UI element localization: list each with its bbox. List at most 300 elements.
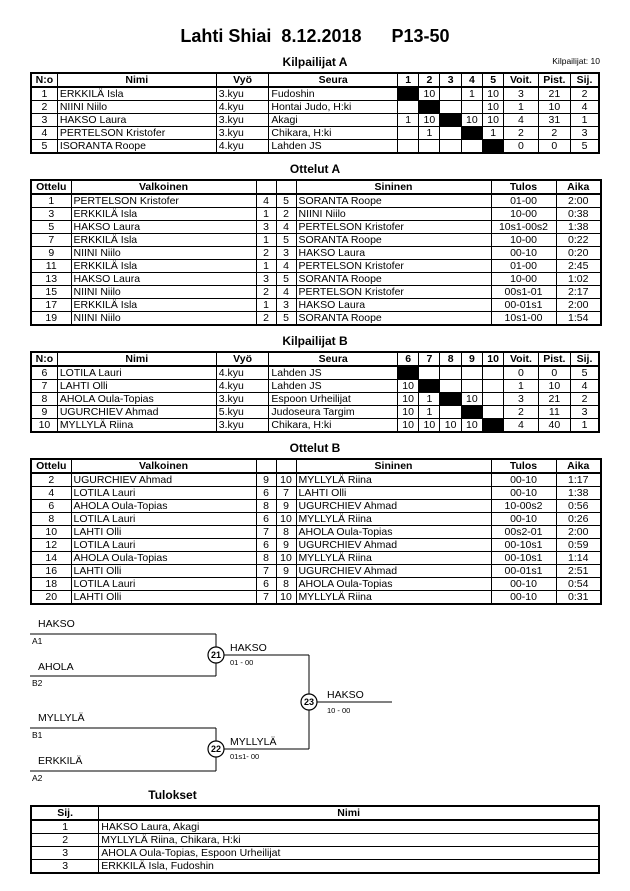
table-cell: ERKKILÄ Isla bbox=[71, 234, 256, 247]
column-header bbox=[256, 180, 276, 194]
table-cell: NIINI Niilo bbox=[296, 208, 491, 221]
table-cell: 2:00 bbox=[556, 299, 601, 312]
table-row bbox=[31, 312, 601, 326]
table-cell bbox=[397, 366, 418, 380]
table-cell: 1 bbox=[256, 234, 276, 247]
table-row bbox=[31, 860, 599, 874]
column-header bbox=[276, 459, 296, 473]
table-cell: Lahden JS bbox=[269, 366, 398, 380]
table-cell bbox=[461, 127, 482, 140]
table-cell: 00-10 bbox=[491, 513, 556, 526]
table-cell bbox=[482, 393, 503, 406]
table-cell: SORANTA Roope bbox=[296, 312, 491, 326]
table-cell: 3 bbox=[276, 299, 296, 312]
table-cell: 10 bbox=[461, 419, 482, 433]
table-cell bbox=[461, 140, 482, 154]
table-cell: MYLLYLÄ Riina bbox=[296, 513, 491, 526]
table-cell: 10 bbox=[482, 101, 503, 114]
table-cell: 00-10 bbox=[491, 473, 556, 487]
table-cell: AHOLA Oula-Topias bbox=[57, 393, 216, 406]
table-cell: 5 bbox=[276, 273, 296, 286]
table-cell: 2 bbox=[256, 286, 276, 299]
table-cell: 1 bbox=[571, 114, 599, 127]
table-cell: 0:20 bbox=[556, 247, 601, 260]
table-cell: 6 bbox=[256, 578, 276, 591]
table-cell: 10 bbox=[397, 419, 418, 433]
table-row bbox=[31, 578, 601, 591]
table-cell: Espoon Urheilijat bbox=[269, 393, 398, 406]
table-cell: 2 bbox=[31, 834, 99, 847]
table-cell: UGURCHIEV Ahmad bbox=[57, 406, 216, 419]
table-cell bbox=[397, 140, 418, 154]
table-cell: 1 bbox=[256, 208, 276, 221]
table-cell: 6 bbox=[256, 539, 276, 552]
table-cell: 10 bbox=[276, 473, 296, 487]
table-cell: 10 bbox=[419, 419, 440, 433]
table-cell: 7 bbox=[256, 565, 276, 578]
column-header: Vyö bbox=[216, 73, 269, 87]
table-cell: 1 bbox=[504, 380, 538, 393]
table-cell: 5 bbox=[276, 234, 296, 247]
table-cell: 4 bbox=[256, 194, 276, 208]
column-header: Ottelu bbox=[31, 180, 71, 194]
table-cell: 00-10 bbox=[491, 591, 556, 605]
table-cell: 1:38 bbox=[556, 221, 601, 234]
table-cell: 7 bbox=[31, 234, 71, 247]
table-cell: 13 bbox=[31, 273, 71, 286]
table-cell: 17 bbox=[31, 299, 71, 312]
table-cell: 31 bbox=[538, 114, 570, 127]
table-cell: 10s1-00s2 bbox=[491, 221, 556, 234]
ottelut-b-heading bbox=[30, 441, 600, 455]
table-cell: LOTILA Lauri bbox=[57, 366, 216, 380]
table-cell: 5 bbox=[31, 140, 57, 154]
table-cell bbox=[482, 366, 503, 380]
table-cell: 15 bbox=[31, 286, 71, 299]
table-row bbox=[31, 419, 599, 433]
table-cell: 3.kyu bbox=[216, 393, 269, 406]
table-cell: HAKSO Laura bbox=[57, 114, 216, 127]
ottelut-a-title: Ottelut A bbox=[289, 162, 341, 176]
table-cell: Chikara, H:ki bbox=[269, 419, 398, 433]
table-cell: 8 bbox=[276, 526, 296, 539]
table-cell: 10-00 bbox=[491, 234, 556, 247]
table-cell: 10 bbox=[461, 114, 482, 127]
table-cell: 3 bbox=[31, 114, 57, 127]
table-cell: 01-00 bbox=[491, 260, 556, 273]
table-cell: 00-10 bbox=[491, 578, 556, 591]
table-row bbox=[31, 101, 599, 114]
table-row bbox=[31, 526, 601, 539]
table-cell: 10-00 bbox=[491, 273, 556, 286]
column-header: Vyö bbox=[216, 352, 269, 366]
table-cell: 8 bbox=[31, 393, 57, 406]
table-cell: 1 bbox=[31, 194, 71, 208]
ottelut-b-table bbox=[30, 458, 602, 605]
table-cell: 3 bbox=[256, 273, 276, 286]
table-cell: 0:22 bbox=[556, 234, 601, 247]
table-row bbox=[31, 591, 601, 605]
final-match-number: 23 bbox=[303, 697, 315, 707]
table-row bbox=[31, 847, 599, 860]
table-cell: 4 bbox=[31, 487, 71, 500]
table-cell: 8 bbox=[31, 513, 71, 526]
column-header: 8 bbox=[440, 352, 461, 366]
column-header: Tulos bbox=[491, 459, 556, 473]
table-row bbox=[31, 247, 601, 260]
table-cell: HAKSO Laura bbox=[296, 299, 491, 312]
table-cell: 0:54 bbox=[556, 578, 601, 591]
table-cell: 16 bbox=[31, 565, 71, 578]
table-row bbox=[31, 380, 599, 393]
page-title: Lahti Shiai 8.12.2018 P13-50 bbox=[180, 26, 450, 46]
column-header: Ottelu bbox=[31, 459, 71, 473]
table-cell: 0:59 bbox=[556, 539, 601, 552]
table-cell: HAKSO Laura, Akagi bbox=[99, 820, 599, 834]
final-winner: HAKSO bbox=[327, 689, 364, 701]
table-cell: ERKKILÄ Isla, Fudoshin bbox=[99, 860, 599, 874]
table-cell: 10 bbox=[538, 101, 570, 114]
table-cell: 21 bbox=[538, 393, 570, 406]
table-cell: AHOLA Oula-Topias bbox=[71, 500, 256, 513]
table-row bbox=[31, 140, 599, 154]
table-row bbox=[31, 194, 601, 208]
column-header: 2 bbox=[419, 73, 440, 87]
table-cell: HAKSO Laura bbox=[296, 247, 491, 260]
table-cell: 20 bbox=[31, 591, 71, 605]
table-cell: LAHTI Olli bbox=[71, 591, 256, 605]
table-cell: Fudoshin bbox=[269, 87, 398, 101]
table-cell: Chikara, H:ki bbox=[269, 127, 398, 140]
sf2-match-number: 22 bbox=[210, 744, 222, 754]
column-header: 1 bbox=[397, 73, 418, 87]
tulokset-table bbox=[30, 805, 600, 874]
column-header: Pist. bbox=[538, 73, 570, 87]
table-cell: HAKSO Laura bbox=[71, 221, 256, 234]
column-header: Voit. bbox=[504, 352, 538, 366]
table-row bbox=[31, 221, 601, 234]
table-row bbox=[31, 366, 599, 380]
table-cell: 1:14 bbox=[556, 552, 601, 565]
table-cell: PERTELSON Kristofer bbox=[71, 194, 256, 208]
table-cell: 14 bbox=[31, 552, 71, 565]
table-cell: 9 bbox=[256, 473, 276, 487]
table-cell: 1 bbox=[256, 260, 276, 273]
column-header: 9 bbox=[461, 352, 482, 366]
table-cell: 21 bbox=[538, 87, 570, 101]
table-cell: AHOLA Oula-Topias, Espoon Urheilijat bbox=[99, 847, 599, 860]
kilpailijat-b-table bbox=[30, 351, 600, 433]
table-cell: 4 bbox=[571, 101, 599, 114]
table-cell: PERTELSON Kristofer bbox=[296, 221, 491, 234]
table-cell: 4.kyu bbox=[216, 101, 269, 114]
table-cell: 2 bbox=[256, 312, 276, 326]
table-cell bbox=[440, 101, 461, 114]
column-header: Nimi bbox=[57, 352, 216, 366]
table-cell: 9 bbox=[276, 565, 296, 578]
column-header: 10 bbox=[482, 352, 503, 366]
table-cell bbox=[482, 140, 503, 154]
column-header: Sij. bbox=[571, 73, 599, 87]
table-cell: 3 bbox=[504, 393, 538, 406]
table-cell: UGURCHIEV Ahmad bbox=[296, 565, 491, 578]
table-cell: 00-10s1 bbox=[491, 539, 556, 552]
column-header: 5 bbox=[482, 73, 503, 87]
table-cell: 3 bbox=[571, 127, 599, 140]
column-header bbox=[276, 180, 296, 194]
table-cell: 10 bbox=[440, 419, 461, 433]
table-cell: 9 bbox=[276, 539, 296, 552]
table-cell: 2:00 bbox=[556, 194, 601, 208]
table-cell: LAHTI Olli bbox=[71, 565, 256, 578]
table-cell: 2:00 bbox=[556, 526, 601, 539]
header-row bbox=[31, 180, 601, 194]
column-header: Tulos bbox=[491, 180, 556, 194]
table-cell bbox=[419, 366, 440, 380]
table-cell: 3 bbox=[31, 860, 99, 874]
table-cell: AHOLA Oula-Topias bbox=[71, 552, 256, 565]
table-cell: LOTILA Lauri bbox=[71, 578, 256, 591]
table-cell: MYLLYLÄ Riina bbox=[57, 419, 216, 433]
table-cell: 01-00 bbox=[491, 194, 556, 208]
sf1-top-name: HAKSO bbox=[38, 618, 75, 630]
table-cell: LOTILA Lauri bbox=[71, 539, 256, 552]
table-cell: 4.kyu bbox=[216, 380, 269, 393]
table-cell: AHOLA Oula-Topias bbox=[296, 526, 491, 539]
table-cell: Akagi bbox=[269, 114, 398, 127]
table-cell: PERTELSON Kristofer bbox=[57, 127, 216, 140]
table-row bbox=[31, 114, 599, 127]
column-header: N:o bbox=[31, 73, 57, 87]
sf1-top-seed: A1 bbox=[32, 636, 43, 646]
table-cell: 00s2-01 bbox=[491, 526, 556, 539]
column-header: Sij. bbox=[571, 352, 599, 366]
table-cell: 3 bbox=[571, 406, 599, 419]
table-row bbox=[31, 552, 601, 565]
table-cell: 12 bbox=[31, 539, 71, 552]
table-cell: NIINI Niilo bbox=[71, 247, 256, 260]
table-cell bbox=[482, 419, 503, 433]
table-cell: 18 bbox=[31, 578, 71, 591]
table-row bbox=[31, 260, 601, 273]
column-header: Valkoinen bbox=[71, 459, 256, 473]
table-cell: 7 bbox=[256, 526, 276, 539]
table-cell bbox=[397, 127, 418, 140]
table-cell: 00s1-01 bbox=[491, 286, 556, 299]
table-cell: MYLLYLÄ Riina bbox=[296, 473, 491, 487]
table-cell: 3.kyu bbox=[216, 87, 269, 101]
table-cell bbox=[461, 101, 482, 114]
table-cell: 00-10 bbox=[491, 247, 556, 260]
table-cell bbox=[461, 380, 482, 393]
header-row bbox=[31, 806, 599, 820]
table-cell bbox=[440, 406, 461, 419]
column-header: Sininen bbox=[296, 180, 491, 194]
table-cell: NIINI Niilo bbox=[71, 312, 256, 326]
column-header: Nimi bbox=[57, 73, 216, 87]
table-cell: 1 bbox=[461, 87, 482, 101]
column-header: Seura bbox=[269, 73, 398, 87]
table-row bbox=[31, 834, 599, 847]
table-cell: SORANTA Roope bbox=[296, 234, 491, 247]
table-cell: SORANTA Roope bbox=[296, 273, 491, 286]
table-cell: MYLLYLÄ Riina bbox=[296, 552, 491, 565]
table-cell: 0 bbox=[538, 140, 570, 154]
table-cell: 4 bbox=[504, 419, 538, 433]
table-cell: 5 bbox=[276, 312, 296, 326]
table-cell: 10 bbox=[31, 419, 57, 433]
table-cell: 1:54 bbox=[556, 312, 601, 326]
table-cell: MYLLYLÄ Riina, Chikara, H:ki bbox=[99, 834, 599, 847]
table-cell: ISORANTA Roope bbox=[57, 140, 216, 154]
table-cell: 2 bbox=[31, 473, 71, 487]
table-cell: 7 bbox=[31, 380, 57, 393]
table-cell: 00-10 bbox=[491, 487, 556, 500]
table-row bbox=[31, 565, 601, 578]
column-header: N:o bbox=[31, 352, 57, 366]
column-header: Nimi bbox=[99, 806, 599, 820]
table-cell: 1 bbox=[419, 406, 440, 419]
table-cell: SORANTA Roope bbox=[296, 194, 491, 208]
table-cell: 10 bbox=[538, 380, 570, 393]
table-cell: 10 bbox=[419, 114, 440, 127]
table-cell: 5 bbox=[571, 366, 599, 380]
kilpailijat-a-table bbox=[30, 72, 600, 154]
table-cell: 5 bbox=[276, 194, 296, 208]
sf2-bottom-name: ERKKILÄ bbox=[38, 755, 83, 767]
table-cell: 1:38 bbox=[556, 487, 601, 500]
table-cell: 4 bbox=[571, 380, 599, 393]
table-row bbox=[31, 500, 601, 513]
tulokset-title: Tulokset bbox=[148, 788, 197, 802]
column-header: 3 bbox=[440, 73, 461, 87]
table-cell: 9 bbox=[31, 406, 57, 419]
table-cell: 1:02 bbox=[556, 273, 601, 286]
kilpailijat-b-title: Kilpailijat B bbox=[282, 334, 348, 348]
table-cell: 3 bbox=[504, 87, 538, 101]
table-cell: 2 bbox=[538, 127, 570, 140]
table-cell: LAHTI Olli bbox=[296, 487, 491, 500]
table-cell: 4 bbox=[31, 127, 57, 140]
table-row bbox=[31, 286, 601, 299]
table-cell: 5 bbox=[31, 221, 71, 234]
table-cell: HAKSO Laura bbox=[71, 273, 256, 286]
kilpailijat-a-title: Kilpailijat A bbox=[282, 55, 348, 69]
table-cell: 2 bbox=[571, 87, 599, 101]
sf2-top-seed: B1 bbox=[32, 730, 43, 740]
sf1-winner: HAKSO bbox=[230, 642, 267, 654]
table-row bbox=[31, 513, 601, 526]
table-cell: 6 bbox=[256, 487, 276, 500]
table-cell: 8 bbox=[256, 500, 276, 513]
table-cell bbox=[397, 87, 418, 101]
ottelut-b-title: Ottelut B bbox=[289, 441, 341, 455]
ottelut-a-heading bbox=[30, 162, 600, 176]
table-cell: 3 bbox=[31, 208, 71, 221]
table-cell bbox=[461, 406, 482, 419]
table-cell: 2 bbox=[31, 101, 57, 114]
sf2-top-name: MYLLYLÄ bbox=[38, 712, 85, 724]
table-cell: MYLLYLÄ Riina bbox=[296, 591, 491, 605]
table-row bbox=[31, 208, 601, 221]
table-cell: 10s1-00 bbox=[491, 312, 556, 326]
table-cell: 10-00 bbox=[491, 208, 556, 221]
table-cell: 11 bbox=[538, 406, 570, 419]
table-cell: 10 bbox=[397, 380, 418, 393]
table-cell: LOTILA Lauri bbox=[71, 513, 256, 526]
table-cell: 9 bbox=[31, 247, 71, 260]
table-cell: 4 bbox=[276, 286, 296, 299]
sf1-bottom-name: AHOLA bbox=[38, 661, 74, 673]
table-cell: 2 bbox=[504, 406, 538, 419]
table-cell: 0 bbox=[504, 140, 538, 154]
table-cell: 3.kyu bbox=[216, 419, 269, 433]
table-cell: 1 bbox=[31, 820, 99, 834]
column-header: Sininen bbox=[296, 459, 491, 473]
table-cell: 2 bbox=[276, 208, 296, 221]
table-cell: 10 bbox=[419, 87, 440, 101]
table-cell: ERKKILÄ Isla bbox=[71, 299, 256, 312]
table-cell bbox=[440, 380, 461, 393]
column-header: 7 bbox=[419, 352, 440, 366]
table-cell: 4 bbox=[504, 114, 538, 127]
table-cell bbox=[482, 406, 503, 419]
table-cell: 1 bbox=[571, 419, 599, 433]
table-cell bbox=[440, 366, 461, 380]
table-cell: 10 bbox=[482, 114, 503, 127]
table-cell: 10 bbox=[276, 552, 296, 565]
table-cell: 0 bbox=[504, 366, 538, 380]
sf2-score: 01s1- 00 bbox=[230, 752, 260, 761]
table-cell: ERKKILÄ Isla bbox=[57, 87, 216, 101]
table-cell: 11 bbox=[31, 260, 71, 273]
table-cell: 2:45 bbox=[556, 260, 601, 273]
table-cell bbox=[440, 140, 461, 154]
sf1-score: 01 - 00 bbox=[230, 658, 254, 667]
table-cell bbox=[482, 380, 503, 393]
table-cell: 6 bbox=[31, 500, 71, 513]
table-cell: 0:31 bbox=[556, 591, 601, 605]
table-cell: 5.kyu bbox=[216, 406, 269, 419]
table-cell bbox=[440, 127, 461, 140]
table-row bbox=[31, 273, 601, 286]
table-cell: 4 bbox=[276, 260, 296, 273]
table-row bbox=[31, 473, 601, 487]
table-row bbox=[31, 406, 599, 419]
table-cell: 4.kyu bbox=[216, 366, 269, 380]
table-cell: 40 bbox=[538, 419, 570, 433]
table-cell: 5 bbox=[571, 140, 599, 154]
table-cell: UGURCHIEV Ahmad bbox=[296, 500, 491, 513]
table-cell bbox=[461, 366, 482, 380]
sf2-bottom-seed: A2 bbox=[32, 773, 43, 783]
header-row bbox=[31, 73, 599, 87]
table-row bbox=[31, 820, 599, 834]
table-cell: 00-01s1 bbox=[491, 565, 556, 578]
column-header: 6 bbox=[397, 352, 418, 366]
kilpailijat-b-heading bbox=[30, 334, 600, 348]
ottelut-a-table bbox=[30, 179, 602, 326]
column-header: Seura bbox=[269, 352, 398, 366]
table-cell bbox=[419, 380, 440, 393]
table-cell: 1 bbox=[482, 127, 503, 140]
table-cell bbox=[440, 87, 461, 101]
table-cell: 1 bbox=[397, 114, 418, 127]
table-cell bbox=[440, 114, 461, 127]
kilpailijat-a-heading-row bbox=[30, 55, 600, 69]
table-cell: 10 bbox=[276, 591, 296, 605]
column-header: Sij. bbox=[31, 806, 99, 820]
